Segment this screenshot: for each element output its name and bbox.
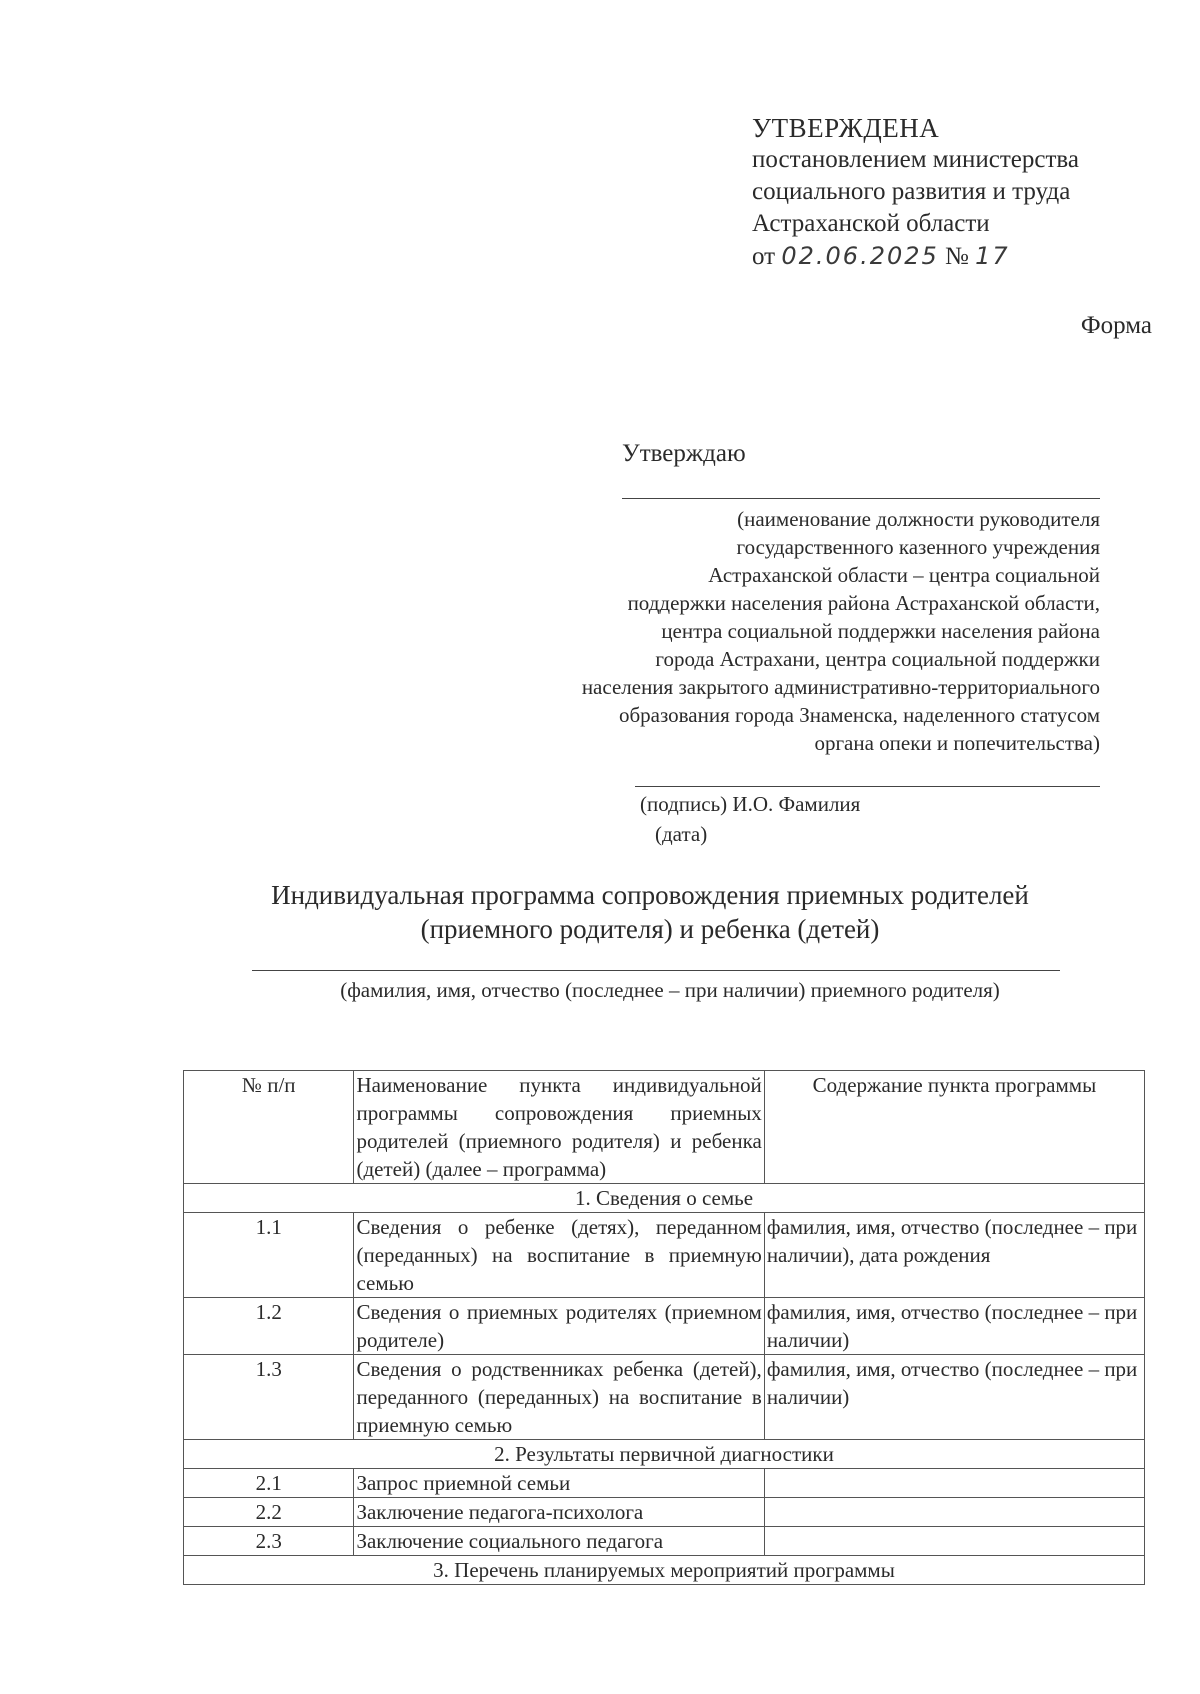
document-title-line-1: Индивидуальная программа сопровождения приемных родителей [271, 880, 1029, 910]
row-item-name: Сведения о ребенке (детях), переданном (переданных) на воспитание в приемную семью [354, 1213, 764, 1298]
section-row [184, 1440, 1145, 1469]
section-title: 1. Сведения о семье [184, 1184, 1145, 1213]
row-item-content [764, 1527, 1144, 1556]
header-item-name: Наименование пункта индивидуальной программы сопровождения приемных родителей (приемного родителя) и ребенка (детей) (далее – программа) [354, 1071, 764, 1184]
section-title: 2. Результаты первичной диагностики [184, 1440, 1145, 1469]
position-note-line: (наименование должности руководителя [737, 507, 1100, 531]
approval-title: УТВЕРЖДЕНА [752, 113, 940, 143]
row-item-name: Запрос приемной семьи [354, 1469, 764, 1498]
row-item-content: фамилия, имя, отчество (последнее – при наличии), дата рождения [764, 1213, 1144, 1298]
position-line [622, 498, 1100, 499]
section-title: 3. Перечень планируемых мероприятий программы [184, 1556, 1145, 1585]
row-item-content: фамилия, имя, отчество (последнее – при наличии) [764, 1298, 1144, 1355]
section-row [184, 1184, 1145, 1213]
handwritten-date: 02.06.2025 [781, 242, 939, 270]
row-item-name: Заключение педагога-психолога [354, 1498, 764, 1527]
handwritten-number: 17 [975, 242, 1010, 270]
approval-block [752, 112, 1079, 273]
program-table [183, 1070, 1145, 1585]
approve-word: Утверждаю [622, 440, 746, 467]
row-number: 1.2 [184, 1298, 354, 1355]
table-row [184, 1355, 1145, 1440]
table-row [184, 1469, 1145, 1498]
table-row [184, 1498, 1145, 1527]
position-note-line: государственного казенного учреждения [736, 535, 1100, 559]
row-item-content [764, 1498, 1144, 1527]
signature-note: (подпись) И.О. Фамилия [640, 792, 861, 816]
row-item-content [764, 1469, 1144, 1498]
table-row [184, 1213, 1145, 1298]
approval-line-3: Астраханской области [752, 210, 990, 237]
form-label: Форма [1080, 312, 1152, 339]
position-note-line: города Астрахани, центра социальной поддержки [655, 647, 1100, 671]
row-number: 1.1 [184, 1213, 354, 1298]
row-number: 1.3 [184, 1355, 354, 1440]
document-title [220, 878, 1080, 946]
row-number: 2.1 [184, 1469, 354, 1498]
position-note [400, 505, 1100, 757]
row-item-content: фамилия, имя, отчество (последнее – при наличии) [764, 1355, 1144, 1440]
fio-line [252, 970, 1060, 971]
fio-note: (фамилия, имя, отчество (последнее – при наличии) приемного родителя) [340, 978, 1000, 1002]
number-label: № [945, 243, 969, 270]
position-note-line: центра социальной поддержки населения района [661, 619, 1100, 643]
position-note-line: образования города Знаменска, наделенного статусом [618, 703, 1100, 727]
table-header-row [184, 1071, 1145, 1184]
row-number: 2.2 [184, 1498, 354, 1527]
section-row [184, 1556, 1145, 1585]
row-number: 2.3 [184, 1527, 354, 1556]
approval-date-line [752, 240, 1079, 273]
approval-line-1: постановлением министерства [752, 146, 1079, 173]
table-row [184, 1298, 1145, 1355]
row-item-name: Заключение социального педагога [354, 1527, 764, 1556]
document-title-line-2: (приемного родителя) и ребенка (детей) [420, 914, 880, 944]
table-row [184, 1527, 1145, 1556]
position-note-line: органа опеки и попечительства) [814, 731, 1100, 755]
row-item-name: Сведения о приемных родителях (приемном родителе) [354, 1298, 764, 1355]
date-note: (дата) [655, 822, 708, 846]
header-item-content: Содержание пункта программы [764, 1071, 1144, 1184]
position-note-line: поддержки населения района Астраханской области, [627, 591, 1100, 615]
position-note-line: населения закрытого административно-территориального [581, 675, 1100, 699]
position-note-line: Астраханской области – центра социальной [708, 563, 1100, 587]
from-label: от [752, 243, 776, 270]
signature-line [635, 786, 1100, 787]
row-item-name: Сведения о родственниках ребенка (детей), переданного (переданных) на воспитание в приемную семью [354, 1355, 764, 1440]
header-number: № п/п [184, 1071, 354, 1184]
approval-line-2: социального развития и труда [752, 178, 1071, 205]
